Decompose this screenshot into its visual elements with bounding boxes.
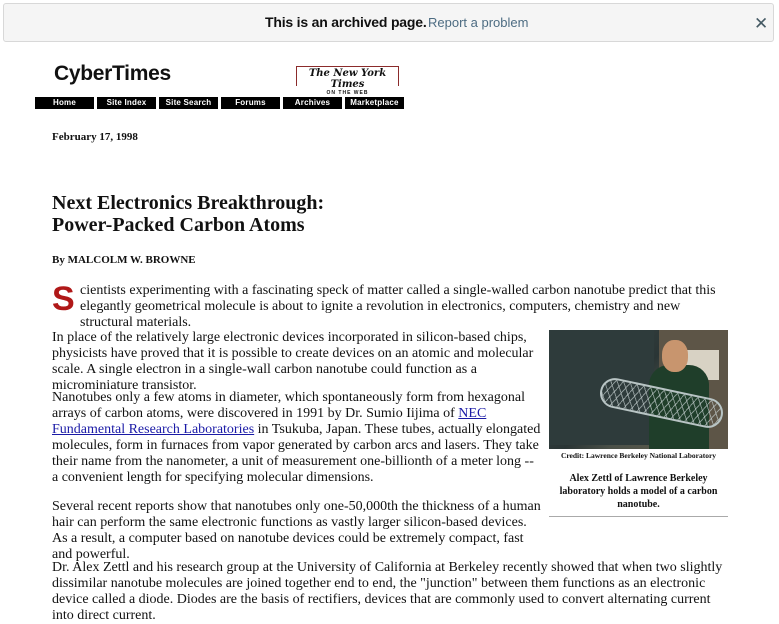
nyt-logo-name: The New York Times (308, 68, 387, 90)
nanotube-photo (549, 330, 728, 449)
photo-credit: Credit: Lawrence Berkeley National Laboratory (560, 451, 717, 460)
headline-line-1: Next Electronics Breakthrough: (52, 192, 325, 214)
photo-caption: Alex Zettl of Lawrence Berkeley laboratory holds a model of a carbon nanotube. (559, 473, 718, 510)
nav-archives[interactable]: Archives (283, 97, 342, 109)
close-icon[interactable]: ✕ (754, 14, 769, 33)
paragraph-1: In place of the relatively large electronic devices incorporated in silicon-based chips, physicists have proved that it is possible to create devices on an atomic and molecular scale. A single electron in a single-wall carbon nanotube could function as a microminiature transistor. (52, 330, 534, 393)
article-headline (52, 192, 324, 236)
lead-text: cientists experimenting with a fascinating speck of matter called a single-walled carbon nanotube predict that this elegantly geometrical molecule is about to ignite a revolution in electronics, computers, chemistry and new structural materials. (80, 283, 716, 330)
paragraph-2-text: Nanotubes only a few atoms in diameter, which spontaneously form from hexagonal arrays of carbon atoms, were discovered in 1991 by Dr. Sumio Iijima of (52, 390, 525, 421)
archive-banner (3, 3, 774, 42)
paragraph-3: Several recent reports show that nanotubes only one-50,000th the thickness of a human hair can perform the same electronic functions as vastly larger silicon-based devices. As a result, a computer based on nanotube devices could be extremely compact, fast and powerful. (52, 499, 541, 562)
report-problem-link[interactable]: Report a problem (428, 15, 529, 30)
nav-home[interactable]: Home (35, 97, 94, 109)
nyt-logo[interactable] (296, 66, 399, 96)
byline: By MALCOLM W. BROWNE (52, 254, 196, 266)
headline-line-2: Power-Packed Carbon Atoms (52, 214, 305, 236)
archive-message: This is an archived page. (265, 14, 427, 30)
paragraph-4: Dr. Alex Zettl and his research group at the University of California at Berkeley recently showed that when two slightly dissimilar nanotube molecules are joined together end to end, the "junction" between them functions as an electronic device called a diode. Diodes are the basis of rectifiers, devices that are commonly used to convert alternating current into direct current. (52, 560, 723, 623)
nec-laboratories-link[interactable]: NEC Fundamental Research Laboratories (52, 406, 487, 437)
nav-bar (35, 97, 404, 109)
paragraph-2-text-end: in Tsukuba, Japan. These tubes, actually elongated molecules, form in furnaces from vapor generated by carbon arcs and lasers. They take their name from the nanometer, a unit of measurement one-billionth of a meter long -- a convenient length for specifying molecular dimensions. (52, 422, 541, 485)
paragraph-2 (52, 390, 542, 486)
article-date: February 17, 1998 (52, 131, 138, 143)
section-title[interactable]: CyberTimes (54, 62, 171, 85)
nav-marketplace[interactable]: Marketplace (345, 97, 404, 109)
nav-site-search[interactable]: Site Search (159, 97, 218, 109)
caption-divider (549, 516, 728, 517)
nav-site-index[interactable]: Site Index (97, 97, 156, 109)
drop-cap: S (52, 280, 75, 318)
nav-forums[interactable]: Forums (221, 97, 280, 109)
nyt-logo-sub: ON THE WEB (326, 90, 369, 96)
person-head (662, 340, 688, 372)
lead-paragraph (52, 280, 732, 331)
